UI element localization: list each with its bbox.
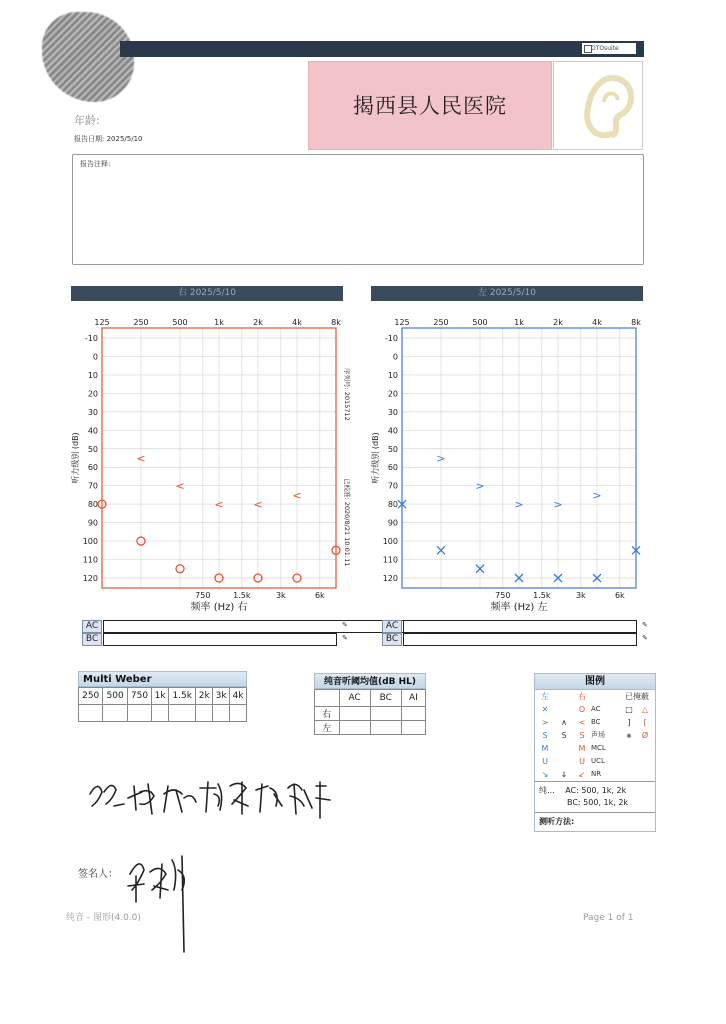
- weber-freq: 1k: [152, 688, 169, 705]
- freq-label-bottom: 3k: [275, 591, 286, 600]
- legend-symbol: ]: [627, 718, 631, 727]
- pta-cell: [370, 707, 401, 721]
- legend-pure-label: 纯...: [539, 786, 555, 795]
- legend-symbol: S: [561, 731, 567, 740]
- legend-symbol: [555, 703, 573, 716]
- db-tick-label: 60: [387, 463, 398, 473]
- freq-label-bottom: 1.5k: [533, 591, 551, 600]
- freq-label-top: 4k: [292, 318, 302, 327]
- legend-symbol: [637, 768, 653, 781]
- bc-left-marker: >: [475, 479, 485, 493]
- signature: [124, 846, 204, 956]
- legend-footer: [535, 781, 655, 812]
- db-tick-label: 70: [87, 481, 98, 491]
- legend-symbol: ↘: [541, 770, 549, 779]
- db-tick-label: -10: [384, 334, 398, 343]
- bc-field-right: [103, 633, 337, 646]
- age-label: 年龄:: [74, 114, 100, 127]
- legend-symbol: [: [643, 718, 647, 727]
- freq-label-top: 2k: [253, 318, 263, 327]
- acbc-left: [382, 620, 652, 646]
- db-tick-label: 0: [92, 352, 98, 362]
- db-tick-label: 40: [87, 426, 98, 436]
- pta-row-label: 右: [315, 707, 340, 721]
- x-axis-label: 频率 (Hz) 左: [490, 602, 548, 613]
- report-date: 报告日期: 2025/5/10: [74, 135, 143, 143]
- pta-cell: [339, 707, 370, 721]
- bc-right-marker: <: [214, 498, 224, 512]
- bc-left-marker: >: [514, 498, 524, 512]
- weber-cell: [169, 705, 196, 722]
- handwritten-note-text: 双极重度感音神经性聋: [84, 764, 94, 765]
- freq-label-bottom: 750: [495, 591, 511, 600]
- bc-left-marker: >: [553, 498, 563, 512]
- freq-label-top: 1k: [514, 318, 524, 327]
- header-bar: [120, 41, 644, 57]
- multi-weber-box: [78, 671, 247, 722]
- freq-label-bottom: 3k: [575, 591, 586, 600]
- freq-label-top: 500: [472, 318, 488, 327]
- legend-symbol: ↙: [578, 770, 586, 779]
- right-panel-title: 右 2025/5/10: [71, 286, 343, 301]
- legend-symbol: BC: [591, 718, 601, 726]
- freq-label-bottom: 1.5k: [233, 591, 251, 600]
- bc-left-marker: >: [592, 488, 602, 502]
- legend-title: 图例: [535, 674, 655, 690]
- freq-label-bottom: 6k: [614, 591, 625, 600]
- pen-icon: ✎: [642, 634, 648, 642]
- legend-symbol: □: [625, 705, 633, 714]
- pta-col-header: AC: [339, 690, 370, 707]
- db-tick-label: 10: [387, 370, 398, 380]
- pta-cell: [370, 721, 401, 735]
- weber-cell: [103, 705, 127, 722]
- db-tick-label: 90: [87, 518, 98, 528]
- pta-col-header: AI: [401, 690, 425, 707]
- legend-symbol: NR: [591, 770, 602, 778]
- ac-label: AC: [382, 620, 402, 633]
- legend-box: [534, 673, 656, 832]
- multi-weber-title: Multi Weber: [78, 671, 247, 687]
- bc-field-left: [403, 633, 637, 646]
- db-tick-label: 100: [82, 537, 98, 547]
- legend-symbol: U: [579, 757, 585, 766]
- ac-field-left: [403, 620, 637, 633]
- db-tick-label: 90: [387, 518, 398, 528]
- legend-method: 测听方法:: [535, 812, 655, 831]
- db-tick-label: 70: [387, 481, 398, 491]
- y-axis-label: 听力级别 (dB): [71, 432, 80, 484]
- freq-label-top: 250: [133, 318, 149, 327]
- pen-icon: ✎: [642, 621, 648, 629]
- freq-label-top: 250: [433, 318, 449, 327]
- legend-symbol: <: [578, 718, 586, 727]
- legend-symbol: UCL: [591, 757, 605, 765]
- freq-label-top: 125: [94, 318, 110, 327]
- bc-label: BC: [82, 633, 102, 646]
- db-tick-label: 10: [87, 370, 98, 380]
- pta-table: [314, 689, 426, 735]
- db-tick-label: 80: [87, 500, 98, 510]
- legend-row: [535, 742, 655, 755]
- weber-freq: 4k: [230, 688, 247, 705]
- db-tick-label: 100: [382, 537, 398, 547]
- db-tick-label: 120: [382, 574, 398, 583]
- weber-cell: [79, 705, 103, 722]
- audiogram-right: [70, 314, 352, 620]
- db-tick-label: 110: [382, 555, 398, 565]
- legend-row: [535, 729, 655, 742]
- pta-title: 纯音听阈均值(dB HL): [314, 673, 426, 689]
- footer-left: 纯音 - 图形(4.0.0): [66, 913, 141, 923]
- freq-label-top: 125: [394, 318, 410, 327]
- freq-label-top: 2k: [553, 318, 563, 327]
- weber-cell: [196, 705, 213, 722]
- legend-symbol: S: [579, 731, 585, 740]
- legend-symbol: M: [578, 744, 586, 753]
- left-panel-title: 左 2025/5/10: [371, 286, 643, 301]
- ac-label: AC: [82, 620, 102, 633]
- legend-bc-freqs: BC: 500, 1k, 2k: [567, 798, 629, 807]
- pta-col-header: BC: [370, 690, 401, 707]
- bc-right-marker: <: [253, 498, 263, 512]
- bc-right-marker: <: [292, 488, 302, 502]
- otosuite-chip: OTOsuite: [582, 43, 636, 54]
- legend-symbol: △: [641, 705, 649, 714]
- db-tick-label: 0: [392, 352, 398, 362]
- legend-symbol: [621, 742, 637, 755]
- legend-symbol: MCL: [591, 744, 606, 752]
- redaction-scribble: [42, 12, 134, 102]
- calibration-label: 已校准: 2020/8/21 10:01:11: [343, 478, 351, 567]
- legend-symbol: Ø: [641, 731, 649, 740]
- freq-label-top: 4k: [592, 318, 602, 327]
- legend-header-row: [535, 690, 655, 703]
- hospital-name: 揭西县人民医院: [353, 94, 507, 118]
- weber-freq: 250: [79, 688, 103, 705]
- legend-symbol: [621, 768, 637, 781]
- db-tick-label: 20: [387, 389, 398, 399]
- db-tick-label: 80: [387, 500, 398, 510]
- freq-label-top: 8k: [331, 318, 341, 327]
- bc-left-marker: >: [436, 452, 446, 465]
- legend-row: [535, 716, 655, 729]
- report-notes-box: [72, 154, 644, 265]
- serial-label: 序列号: 2015712: [343, 368, 351, 421]
- legend-symbol: AC: [591, 705, 601, 713]
- hospital-banner: [308, 61, 552, 150]
- db-tick-label: 120: [82, 574, 98, 583]
- legend-col-right: 右: [578, 692, 586, 701]
- legend-symbol: ✕: [541, 705, 549, 714]
- pta-box: [314, 673, 426, 735]
- signature-label: 签名人：: [78, 869, 118, 880]
- legend-symbol: M: [541, 744, 549, 753]
- db-tick-label: 60: [87, 463, 98, 473]
- legend-row: [535, 755, 655, 768]
- legend-symbol: [637, 742, 653, 755]
- audiogram-left: [370, 314, 652, 620]
- weber-freq: 500: [103, 688, 127, 705]
- db-tick-label: 30: [387, 407, 398, 417]
- legend-row: [535, 703, 655, 716]
- legend-symbol: [555, 742, 573, 755]
- pen-icon: ✎: [342, 621, 348, 629]
- page-number: Page 1 of 1: [583, 913, 634, 923]
- y-axis-label: 听力级别 (dB): [371, 432, 380, 484]
- pta-cell: [401, 721, 425, 735]
- db-tick-label: 50: [87, 444, 98, 454]
- bc-right-marker: <: [136, 452, 146, 465]
- legend-symbol: 声场: [591, 731, 605, 739]
- weber-cell: [213, 705, 230, 722]
- legend-symbol: [637, 755, 653, 768]
- db-tick-label: 50: [387, 444, 398, 454]
- weber-cell: [127, 705, 151, 722]
- bc-label: BC: [382, 633, 402, 646]
- legend-symbol: S: [542, 731, 548, 740]
- legend-symbol: O: [578, 705, 586, 714]
- freq-label-top: 500: [172, 318, 188, 327]
- weber-freq: 2k: [196, 688, 213, 705]
- notes-label: 报告注释:: [80, 160, 111, 168]
- weber-cell: [230, 705, 247, 722]
- db-tick-label: 40: [387, 426, 398, 436]
- freq-label-top: 8k: [631, 318, 641, 327]
- legend-row: [535, 768, 655, 781]
- legend-symbol: U: [542, 757, 548, 766]
- db-tick-label: 30: [87, 407, 98, 417]
- handwritten-diagnosis: [84, 764, 334, 824]
- pen-icon: ✎: [342, 634, 348, 642]
- weber-freq: 750: [127, 688, 151, 705]
- x-axis-label: 频率 (Hz) 右: [190, 602, 248, 613]
- weber-freq: 3k: [213, 688, 230, 705]
- pta-row-label: 左: [315, 721, 340, 735]
- db-tick-label: 110: [82, 555, 98, 565]
- legend-col-left: 左: [541, 692, 549, 701]
- bc-right-marker: <: [175, 479, 185, 493]
- ear-icon: [554, 62, 644, 151]
- pta-cell: [339, 721, 370, 735]
- legend-symbol: [555, 755, 573, 768]
- pta-cell: [401, 707, 425, 721]
- freq-label-bottom: 750: [195, 591, 211, 600]
- db-tick-label: 20: [87, 389, 98, 399]
- legend-symbol: [621, 755, 637, 768]
- legend-symbol: ↓: [560, 770, 568, 779]
- weber-cell: [152, 705, 169, 722]
- legend-ac-freqs: AC: 500, 1k, 2k: [565, 786, 627, 795]
- legend-symbol: ⨳: [626, 731, 632, 740]
- weber-freq: 1.5k: [169, 688, 196, 705]
- db-tick-label: -10: [84, 334, 98, 343]
- freq-label-top: 1k: [214, 318, 224, 327]
- legend-symbol: ∧: [561, 718, 567, 727]
- weber-table: [78, 687, 247, 722]
- legend-symbol: >: [541, 718, 549, 727]
- ear-logo: [553, 61, 643, 150]
- legend-col-masked: 已掩蔽: [625, 692, 649, 701]
- freq-label-bottom: 6k: [314, 591, 325, 600]
